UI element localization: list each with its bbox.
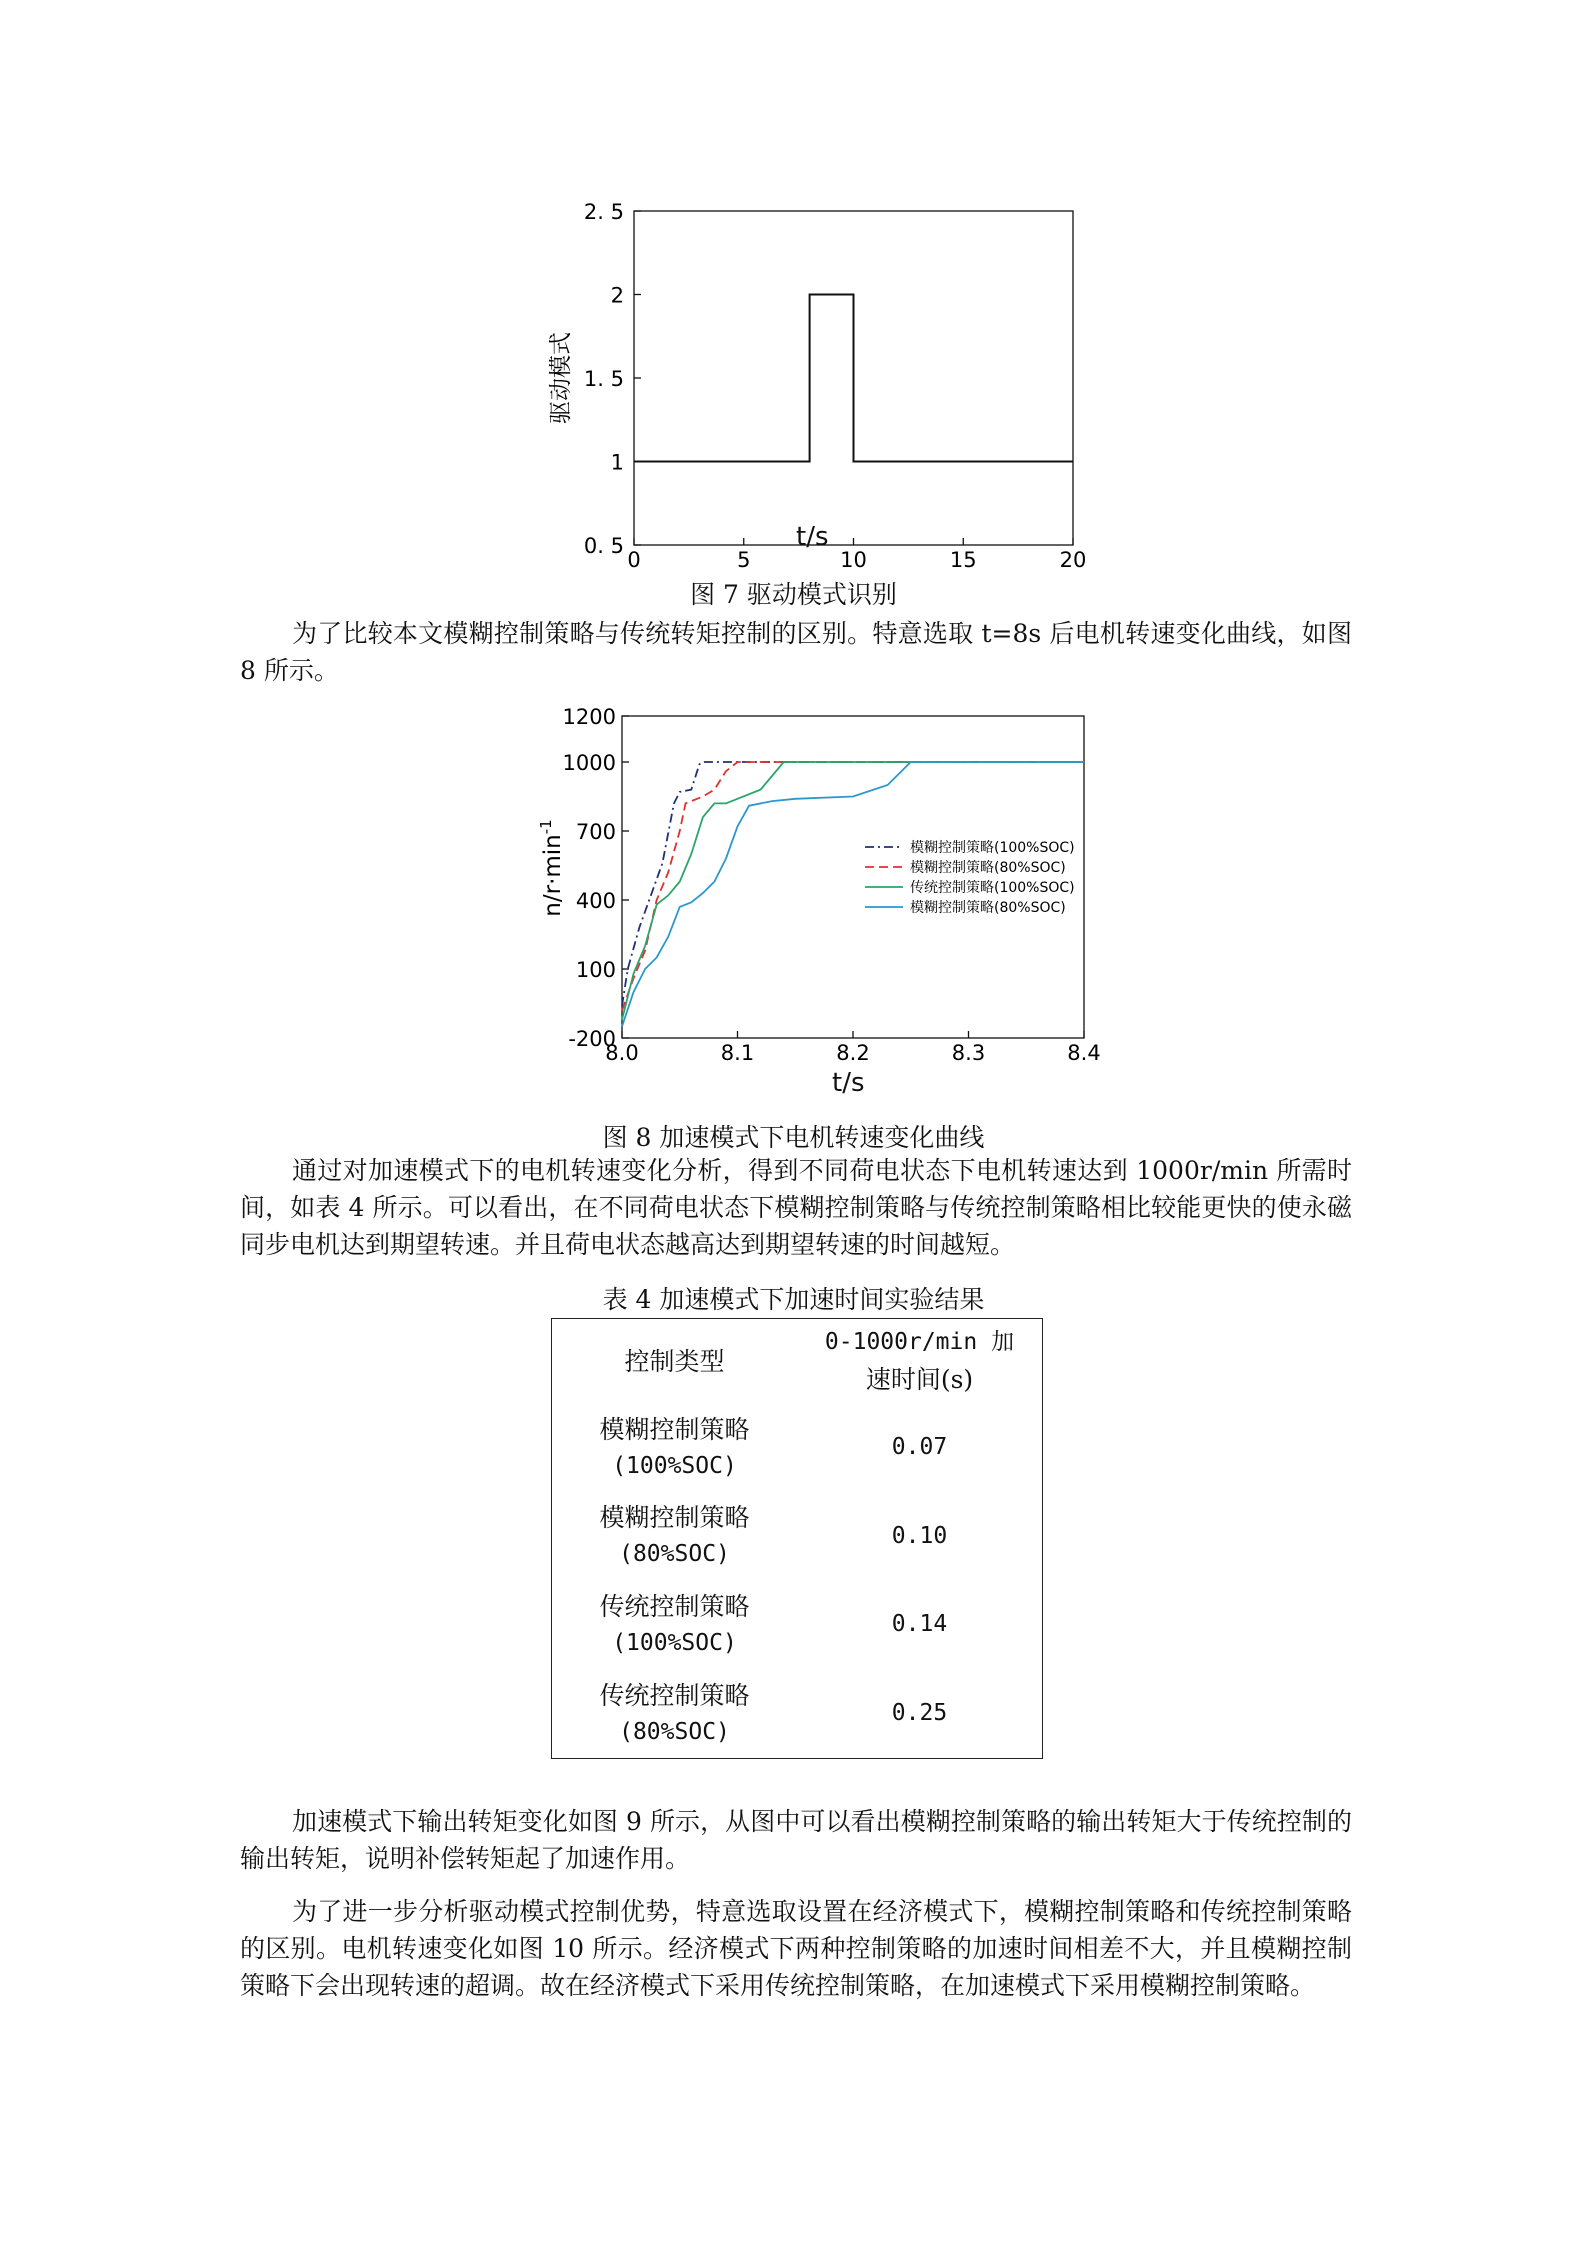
- fig8-xtick-label: 8.0: [605, 1041, 639, 1065]
- table-row: [552, 1404, 1043, 1493]
- fig8-ylabel-superscript: -1: [537, 819, 555, 835]
- fig7-ylabel: 驱动模式: [548, 332, 574, 424]
- fig8-ytick-label: 1000: [562, 751, 616, 775]
- paragraph-3: 加速模式下输出转矩变化如图 9 所示，从图中可以看出模糊控制策略的输出转矩大于传统控制的输出转矩，说明补偿转矩起了加速作用。: [240, 1807, 1352, 1873]
- fig8-caption: 图 8 加速模式下电机转速变化曲线: [602, 1123, 985, 1152]
- fig8-legend-label: 传统控制策略(100%SOC): [910, 880, 1075, 896]
- fig7-ytick-label: 1. 5: [583, 367, 624, 391]
- fig8-xtick-label: 8.2: [836, 1041, 870, 1065]
- row-time: 0.07: [891, 1434, 948, 1461]
- row-soc: (80%SOC): [619, 1718, 730, 1745]
- table-row: [552, 1492, 1043, 1581]
- fig7-ytick-label: 1: [610, 450, 624, 475]
- fig8-xlabel: t/s: [832, 1068, 865, 1098]
- table-row: [552, 1581, 1043, 1670]
- header-control-type: 控制类型: [624, 1346, 725, 1376]
- fig8-xtick-label: 8.3: [951, 1041, 986, 1065]
- paragraph-2: 通过对加速模式下的电机转速变化分析，得到不同荷电状态下电机转速达到 1000r/min 所需时间，如表 4 所示。可以看出，在不同荷电状态下模糊控制策略与传统控制策略相比较能更快的使永磁同步电机达到期望转速。并且荷电状态越高达到期望转速的时间越短。: [240, 1156, 1352, 1259]
- row-soc: (100%SOC): [612, 1452, 737, 1479]
- row-time: 0.10: [891, 1522, 948, 1549]
- fig7-mode-line: [634, 295, 1073, 462]
- row-time: 0.14: [891, 1611, 948, 1638]
- fig8-ylabel: $n/r\cdot\min^{-1}$: [537, 819, 566, 917]
- row-name: 模糊控制策略: [599, 1503, 750, 1533]
- fig8-ytick-label: 100: [575, 958, 616, 982]
- fig8-ytick-label: 700: [575, 820, 616, 844]
- fig7-xtick-label: 15: [949, 548, 977, 572]
- table4: [551, 1318, 1043, 1759]
- paragraph-4: 为了进一步分析驱动模式控制优势，特意选取设置在经济模式下，模糊控制策略和传统控制策略的区别。电机转速变化如图 10 所示。经济模式下两种控制策略的加速时间相差不大，并且模糊控制策略下会出现转速的超调。故在经济模式下采用传统控制策略，在加速模式下采用模糊控制策略。: [240, 1897, 1352, 2000]
- fig7-xtick-label: 0: [627, 548, 641, 572]
- fig7-xtick-label: 5: [737, 548, 751, 572]
- fig7-chart: [540, 195, 1100, 572]
- table-header-row: [552, 1319, 1043, 1404]
- fig7-ytick-label: 0. 5: [583, 534, 624, 558]
- fig8-legend-label: 模糊控制策略(100%SOC): [910, 840, 1075, 856]
- fig8-ytick-label: -200: [568, 1027, 616, 1051]
- fig7-xtick-label: 20: [1059, 548, 1087, 572]
- fig7-xlabel: t/s: [796, 522, 829, 552]
- row-name: 模糊控制策略: [599, 1414, 750, 1444]
- row-time: 0.25: [891, 1700, 948, 1727]
- fig8-legend-label: 模糊控制策略(80%SOC): [910, 900, 1066, 916]
- fig8-xtick-label: 8.4: [1067, 1041, 1101, 1065]
- fig8-legend-label: 模糊控制策略(80%SOC): [910, 860, 1066, 876]
- fig7-caption: 图 7 驱动模式识别: [690, 580, 897, 609]
- fig8-xtick-label: 8.1: [720, 1041, 755, 1065]
- paragraph-1: 为了比较本文模糊控制策略与传统转矩控制的区别。特意选取 t=8s 后电机转速变化曲线，如图 8 所示。: [240, 619, 1352, 685]
- fig8-ytick-label: 1200: [562, 705, 616, 729]
- fig7-ytick-label: 2: [610, 283, 624, 308]
- fig7-ytick-label: 2. 5: [583, 200, 624, 224]
- table4-caption: 表 4 加速模式下加速时间实验结果: [602, 1285, 985, 1314]
- fig7-xtick-label: 10: [840, 548, 867, 572]
- table-row: [552, 1669, 1043, 1758]
- fig8-ytick-label: 400: [575, 889, 616, 913]
- row-soc: (100%SOC): [612, 1629, 737, 1656]
- row-name: 传统控制策略: [599, 1680, 750, 1710]
- row-name: 传统控制策略: [599, 1591, 750, 1621]
- row-soc: (80%SOC): [619, 1541, 730, 1568]
- fig8-chart: [537, 700, 1101, 1100]
- fig8-plot-frame: [622, 716, 1084, 1038]
- header-accel-time: 0-1000r/min 加 速时间(s): [824, 1329, 1015, 1395]
